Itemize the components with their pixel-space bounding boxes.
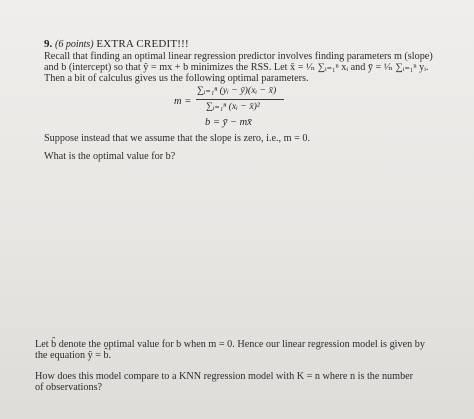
- intro-line-3: Then a bit of calculus gives us the following optimal parameters.: [44, 73, 309, 84]
- formula-b: b = ȳ − mx̄: [205, 117, 252, 128]
- formula-m-lhs: m =: [174, 96, 192, 107]
- intro-line-2: and b (intercept) so that ŷ = mx + b minimizes the RSS. Let x̄ = ¹⁄ₙ ∑ᵢ₌₁ⁿ xᵢ and ȳ = ¹⁄ₙ ∑ᵢ₌₁ⁿ yᵢ.: [44, 62, 429, 73]
- lower-line-3: How does this model compare to a KNN regression model with K = n where n is the number: [35, 371, 414, 382]
- lower-line-4: of observations?: [35, 382, 103, 393]
- problem-title: EXTRA CREDIT!!!: [96, 38, 189, 50]
- suppose-text: Suppose instead that we assume that the slope is zero, i.e., m = 0.: [44, 133, 311, 144]
- formula-fraction-bar: [196, 99, 284, 100]
- lower-line-1: Let b̂ denote the optimal value for b when m = 0. Hence our linear regression model is given by: [35, 339, 425, 350]
- question-optimal-b: What is the optimal value for b?: [44, 151, 176, 162]
- problem-heading: [44, 38, 189, 50]
- problem-number: 9.: [44, 38, 53, 50]
- intro-line-1: Recall that finding an optimal linear regression predictor involves finding parameters m (slope): [44, 51, 433, 62]
- lower-line-2: the equation ŷ = b̂.: [35, 350, 112, 361]
- formula-m-denominator: ∑ᵢ₌₁ⁿ (xᵢ − x̄)²: [206, 101, 260, 112]
- problem-points: (6 points): [55, 39, 94, 50]
- formula-m-numerator: ∑ᵢ₌₁ⁿ (yᵢ − ȳ)(xᵢ − x̄): [197, 85, 277, 96]
